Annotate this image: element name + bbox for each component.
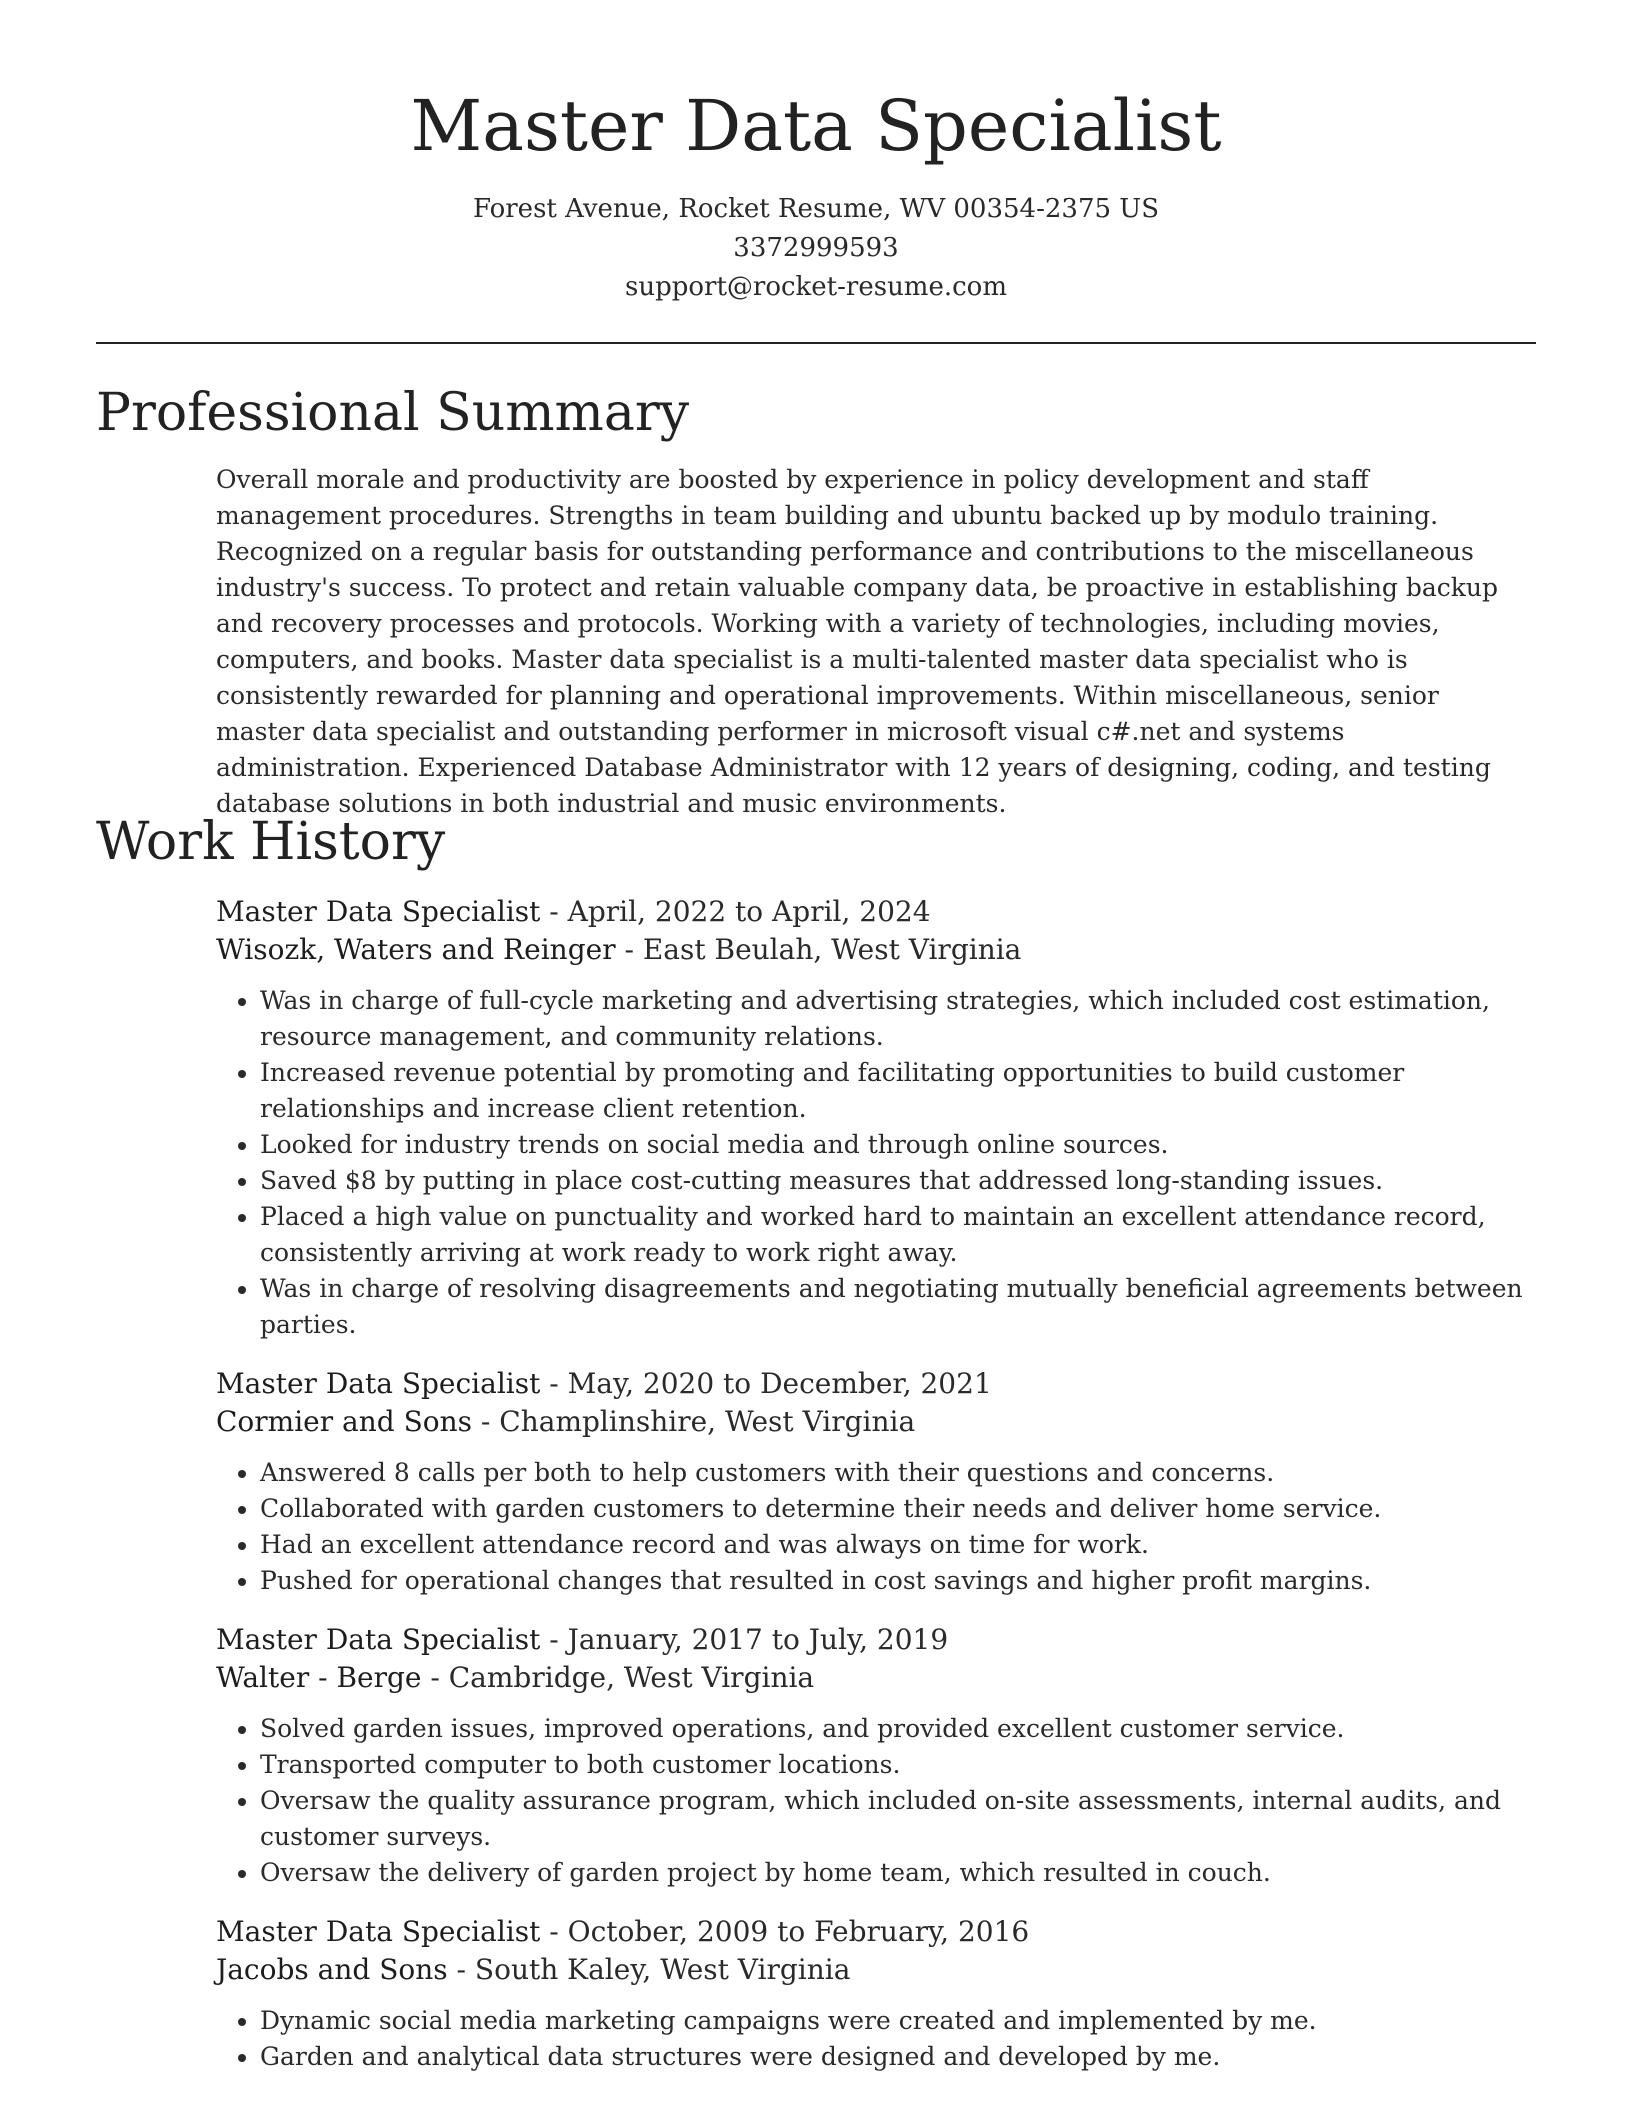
job-bullets: [216, 1455, 1546, 1599]
job-title: Master Data Specialist: [216, 1915, 541, 1948]
job-title-line: [216, 1621, 1546, 1659]
job-bullet: • Was in charge of resolving disagreements and negotiating mutually beneficial agreements between parties.: [260, 1271, 1546, 1343]
resume-header: [0, 0, 1632, 307]
job-entry: [216, 1913, 1546, 2075]
job-bullets: [216, 1711, 1546, 1891]
job-bullet: • Placed a high value on punctuality and worked hard to maintain an excellent attendance record, consistently arriving at work ready to work right away.: [260, 1199, 1546, 1271]
job-location: - Cambridge, West Virginia: [421, 1661, 815, 1694]
job-title-line: [216, 1913, 1546, 1951]
job-dates: - April, 2022 to April, 2024: [540, 895, 931, 928]
job-bullet: • Collaborated with garden customers to determine their needs and deliver home service.: [260, 1491, 1546, 1527]
job-bullet: • Oversaw the quality assurance program, which included on-site assessments, internal audits, and customer surveys.: [260, 1783, 1546, 1855]
job-dates: - May, 2020 to December, 2021: [540, 1367, 992, 1400]
job-dates: - October, 2009 to February, 2016: [540, 1915, 1030, 1948]
job-bullet: • Saved $8 by putting in place cost-cutting measures that addressed long-standing issues.: [260, 1163, 1546, 1199]
job-company-line: [216, 1403, 1546, 1441]
job-bullet: • Looked for industry trends on social media and through online sources.: [260, 1127, 1546, 1163]
job-bullets: [216, 983, 1546, 1343]
work-history-heading: Work History: [96, 812, 446, 872]
job-company: Walter - Berge: [216, 1661, 422, 1694]
job-bullet: • Increased revenue potential by promoting and facilitating opportunities to build customer relationships and increase client retention.: [260, 1055, 1546, 1127]
job-title: Master Data Specialist: [216, 895, 541, 928]
job-entry: [216, 1621, 1546, 1891]
job-company: Jacobs and Sons: [216, 1953, 448, 1986]
job-company-line: [216, 1951, 1546, 1989]
candidate-name: Master Data Specialist: [410, 85, 1222, 167]
contact-block: [0, 190, 1632, 307]
job-bullet: • Was in charge of full-cycle marketing and advertising strategies, which included cost estimation, resource management, and community relations.: [260, 983, 1546, 1055]
header-divider: [96, 342, 1536, 344]
job-bullet: • Solved garden issues, improved operations, and provided excellent customer service.: [260, 1711, 1546, 1747]
job-company-line: [216, 1659, 1546, 1697]
job-bullet: • Had an excellent attendance record and was always on time for work.: [260, 1527, 1546, 1563]
job-location: - South Kaley, West Virginia: [447, 1953, 851, 1986]
contact-address: Forest Avenue, Rocket Resume, WV 00354-2375 US: [472, 194, 1160, 224]
job-location: - Champlinshire, West Virginia: [472, 1405, 916, 1438]
job-title: Master Data Specialist: [216, 1367, 541, 1400]
job-bullet: • Transported computer to both customer locations.: [260, 1747, 1546, 1783]
job-bullet: • Answered 8 calls per both to help customers with their questions and concerns.: [260, 1455, 1546, 1491]
job-bullets: [216, 2003, 1546, 2075]
job-dates: - January, 2017 to July, 2019: [540, 1623, 949, 1656]
job-bullet: • Pushed for operational changes that resulted in cost savings and higher profit margins.: [260, 1563, 1546, 1599]
contact-email: support@rocket-resume.com: [624, 272, 1007, 302]
job-entry: [216, 1365, 1546, 1599]
job-bullet: • Dynamic social media marketing campaigns were created and implemented by me.: [260, 2003, 1546, 2039]
job-company: Wisozk, Waters and Reinger: [216, 933, 616, 966]
contact-phone: 3372999593: [733, 233, 899, 263]
summary-text: Overall morale and productivity are boosted by experience in policy development and staff management procedures. Strengths in team building and ubuntu backed up by modulo training. Recognized on a regular basis for outstanding performance and contributions to the miscellaneous industry's success. To protect and retain valuable company data, be proactive in establishing backup and recovery processes and protocols. Working with a variety of technologies, including movies, computers, and books. Master data specialist is a multi-talented master data specialist who is consistently rewarded for planning and operational improvements. Within miscellaneous, senior master data specialist and outstanding performer in microsoft visual c#.net and systems administration. Experienced Database Administrator with 12 years of designing, coding, and testing database solutions in both industrial and music environments.: [216, 465, 1499, 818]
job-company: Cormier and Sons: [216, 1405, 473, 1438]
job-entry: [216, 893, 1546, 1343]
job-location: - East Beulah, West Virginia: [615, 933, 1022, 966]
job-bullet: • Garden and analytical data structures were designed and developed by me.: [260, 2039, 1546, 2075]
job-title-line: [216, 1365, 1546, 1403]
job-title-line: [216, 893, 1546, 931]
job-title: Master Data Specialist: [216, 1623, 541, 1656]
job-company-line: [216, 931, 1546, 969]
work-history-list: [216, 893, 1546, 2097]
job-bullet: • Oversaw the delivery of garden project by home team, which resulted in couch.: [260, 1855, 1546, 1891]
summary-heading: Professional Summary: [96, 383, 690, 443]
